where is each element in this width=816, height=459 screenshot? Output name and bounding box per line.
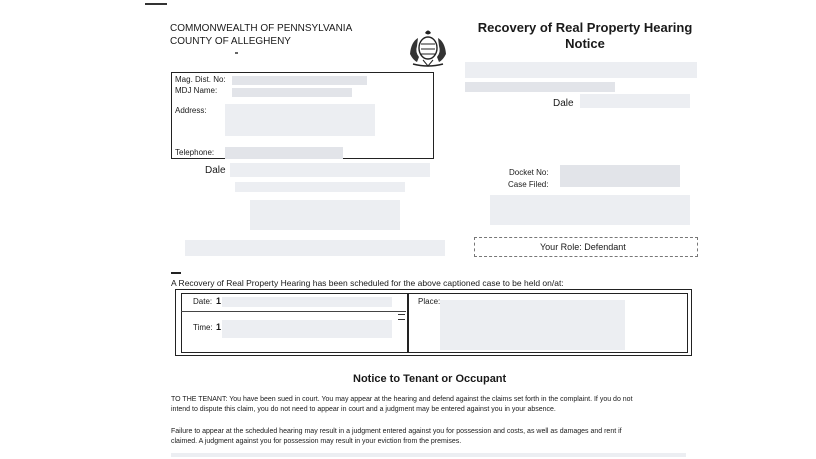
redacted-left-detail-3	[185, 240, 445, 256]
redacted-right-party	[580, 94, 690, 108]
redacted-left-detail-1	[235, 182, 405, 192]
redacted-mdj-name	[232, 88, 352, 97]
notice-para1-line1: TO THE TENANT: You have been sued in court. You may appear at the hearing and defend against the claims set forth in the complaint. If you do not	[171, 396, 633, 403]
section-dash-mark	[171, 272, 181, 274]
scan-mark	[145, 3, 167, 5]
date-underline	[181, 311, 406, 312]
redacted-plaintiff-line-2	[465, 82, 615, 92]
date-value: 1	[216, 296, 222, 306]
docket-label: Docket No:	[509, 168, 549, 177]
title-line-2: Notice	[565, 36, 605, 51]
notice-heading: Notice to Tenant or Occupant	[353, 373, 507, 385]
dot-mark	[235, 52, 238, 54]
redacted-left-detail-2	[250, 200, 400, 230]
faded-next-line	[171, 453, 686, 457]
hearing-intro-text: A Recovery of Real Property Hearing has been scheduled for the above captioned case to be held on/at:	[171, 278, 564, 288]
redacted-date	[222, 297, 392, 307]
equals-mark	[398, 314, 405, 320]
county-label: COUNTY OF ALLEGHENY	[170, 36, 291, 47]
telephone-label: Telephone:	[175, 148, 215, 157]
address-label: Address:	[175, 106, 207, 115]
redacted-left-party	[230, 163, 430, 177]
notice-para1-line2: intend to dispute this claim, you do not need to appear in court and a judgment may be entered against you in your absence.	[171, 406, 556, 413]
date-label: Date:	[193, 297, 213, 306]
redacted-mag-dist	[232, 76, 367, 85]
time-value: 1	[216, 322, 222, 332]
redacted-telephone	[225, 147, 343, 159]
place-label: Place:	[418, 297, 441, 306]
pennsylvania-seal-icon	[405, 24, 451, 68]
time-label: Time:	[193, 323, 213, 332]
title-line-1: Recovery of Real Property Hearing	[477, 20, 693, 35]
redacted-docket-number	[560, 165, 680, 187]
case-filed-label: Case Filed:	[508, 180, 549, 189]
mag-dist-label: Mag. Dist. No:	[175, 75, 226, 84]
left-party-name: Dale	[205, 165, 226, 176]
mdj-name-label: MDJ Name:	[175, 86, 218, 95]
redacted-address	[225, 104, 375, 136]
role-text: Your Role: Defendant	[540, 242, 626, 252]
redacted-plaintiff-line	[465, 62, 697, 78]
notice-para2-line1: Failure to appear at the scheduled hearing may result in a judgment entered against you for possession and costs, as well as damages and rent if	[171, 428, 622, 435]
notice-para2-line2: claimed. A judgment against you for possession may result in your eviction from the premises.	[171, 438, 462, 445]
telephone-underline	[343, 158, 433, 159]
redacted-place	[440, 300, 625, 350]
commonwealth-label: COMMONWEALTH OF PENNSYLVANIA	[170, 23, 353, 34]
redacted-docket-detail	[490, 195, 690, 225]
right-party-name: Dale	[553, 98, 574, 109]
redacted-time	[222, 320, 392, 338]
